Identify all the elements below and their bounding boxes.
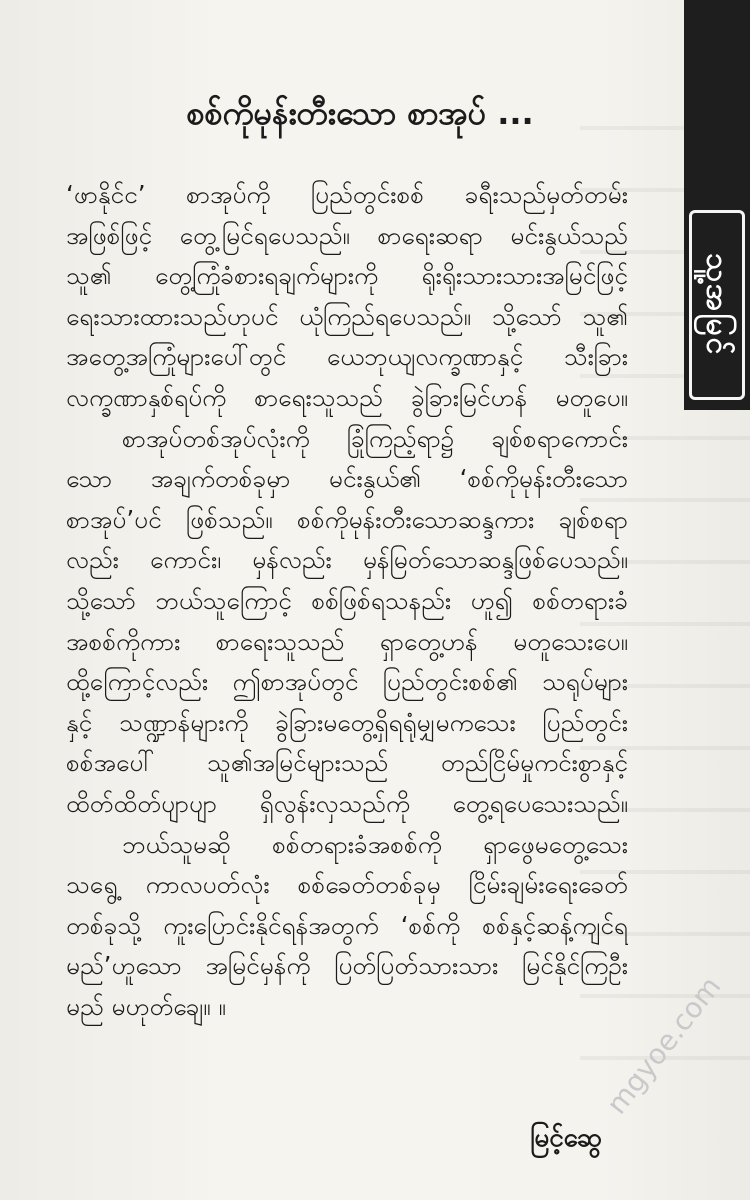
text-line: လည်း ကောင်း၊ မှန်လည်း မှန်မြတ်သောဆန္ဒဖြစ်ပေသည်။ [66,545,628,575]
text-line: ထိတ်ထိတ်ပျာပျာ ရှိလွန်းလှသည်ကို တွေ့ရပေသေးသည်။ [66,788,628,818]
text-line: အတွေ့အကြုံများပေါ်တွင် ယေဘုယျလက္ခဏာနှင့် သီးခြား [66,342,628,372]
text-line: မည် မဟုတ်ချေ။ ။ [66,991,226,1021]
text-line: ‘ဖာနိုင်င’ စာအုပ်ကို ပြည်တွင်းစစ် ခရီးသည်မှတ်တမ်း [66,180,628,209]
text-line: အစစ်ကိုကား စာရေးသူသည် ရှာတွေ့ဟန် မတူသေးပေ။ [66,626,628,656]
text-line: တစ်ခုသို့ ကူးပြောင်းနိုင်ရန်အတွက် ‘စစ်ကို စစ်နှင့်ဆန့်ကျင်ရ [66,910,628,940]
text-line: သူ၏ တွေ့ကြုံခံစားရချက်များကို ရိုးရိုးသားသားအမြင်ဖြင့် [66,261,628,291]
text-line: စစ်အပေါ် သူ၏အမြင်များသည် တည်ငြိမ်မှုကင်းစွာနှင့် [66,748,628,778]
text-line: သော အချက်တစ်ခုမှာ မင်းနွယ်၏ ‘စစ်ကိုမုန်းတီးသော [66,464,628,494]
text-line: မည်’ဟူသော အမြင်မှန်ကို ပြတ်ပြတ်သားသား မြင်နိုင်ကြဦး [66,951,628,981]
author-signature: မြင့်ဆွေ [530,1123,602,1153]
text-line: စာအုပ်’ပင် ဖြစ်သည်။ စစ်ကိုမုန်းတီးသောဆန္ဒကား ချစ်စရာ [66,504,628,534]
text-line: သရွေ့ ကာလပတ်လုံး စစ်ခေတ်တစ်ခုမှ ငြိမ်းချမ်းရေးခေတ် [66,870,628,900]
text-line: အဖြစ်ဖြင့် တွေ့မြင်ရပေသည်။ စာရေးဆရာ မင်းနွယ်သည် [66,220,628,250]
text-line: ထို့ကြောင့်လည်း ဤစာအုပ်တွင် ပြည်တွင်းစစ်၏ သရုပ်များ [66,667,628,697]
chapter-side-tab-frame [689,210,745,400]
text-line: လက္ခဏာနှစ်ရပ်ကို စာရေးသူသည် ခွဲခြားမြင်ဟန် မတူပေ။ [66,382,628,412]
site-watermark: mgyoe.com [600,970,728,1121]
text-line: ဘယ်သူမဆို စစ်တရားခံအစစ်ကို ရှာဖွေမတွေ့သေး [122,829,628,859]
page-title: စစ်ကိုမုန်းတီးသော စာအုပ် ... [186,94,534,132]
body-text [66,175,628,1027]
text-line: နှင့် သဏ္ဍာန်များကို ခွဲခြားမတွေ့ရှိရရုံမျှမကသေး ပြည်တွင်း [66,707,628,737]
text-line: ရေးသားထားသည်ဟုပင် ယုံကြည်ရပေသည်။ သို့သော် သူ၏ [66,301,628,331]
text-line: သို့သော် ဘယ်သူကြောင့် စစ်ဖြစ်ရသနည်း ဟူ၍ စစ်တရားခံ [66,585,628,615]
chapter-side-tab [684,0,750,410]
text-line: စာအုပ်တစ်အုပ်လုံးကို ခြုံကြည့်ရာ၌ ချစ်စရာကောင်း [122,423,628,453]
chapter-side-tab-label: သူ့အမြင် [699,253,735,357]
